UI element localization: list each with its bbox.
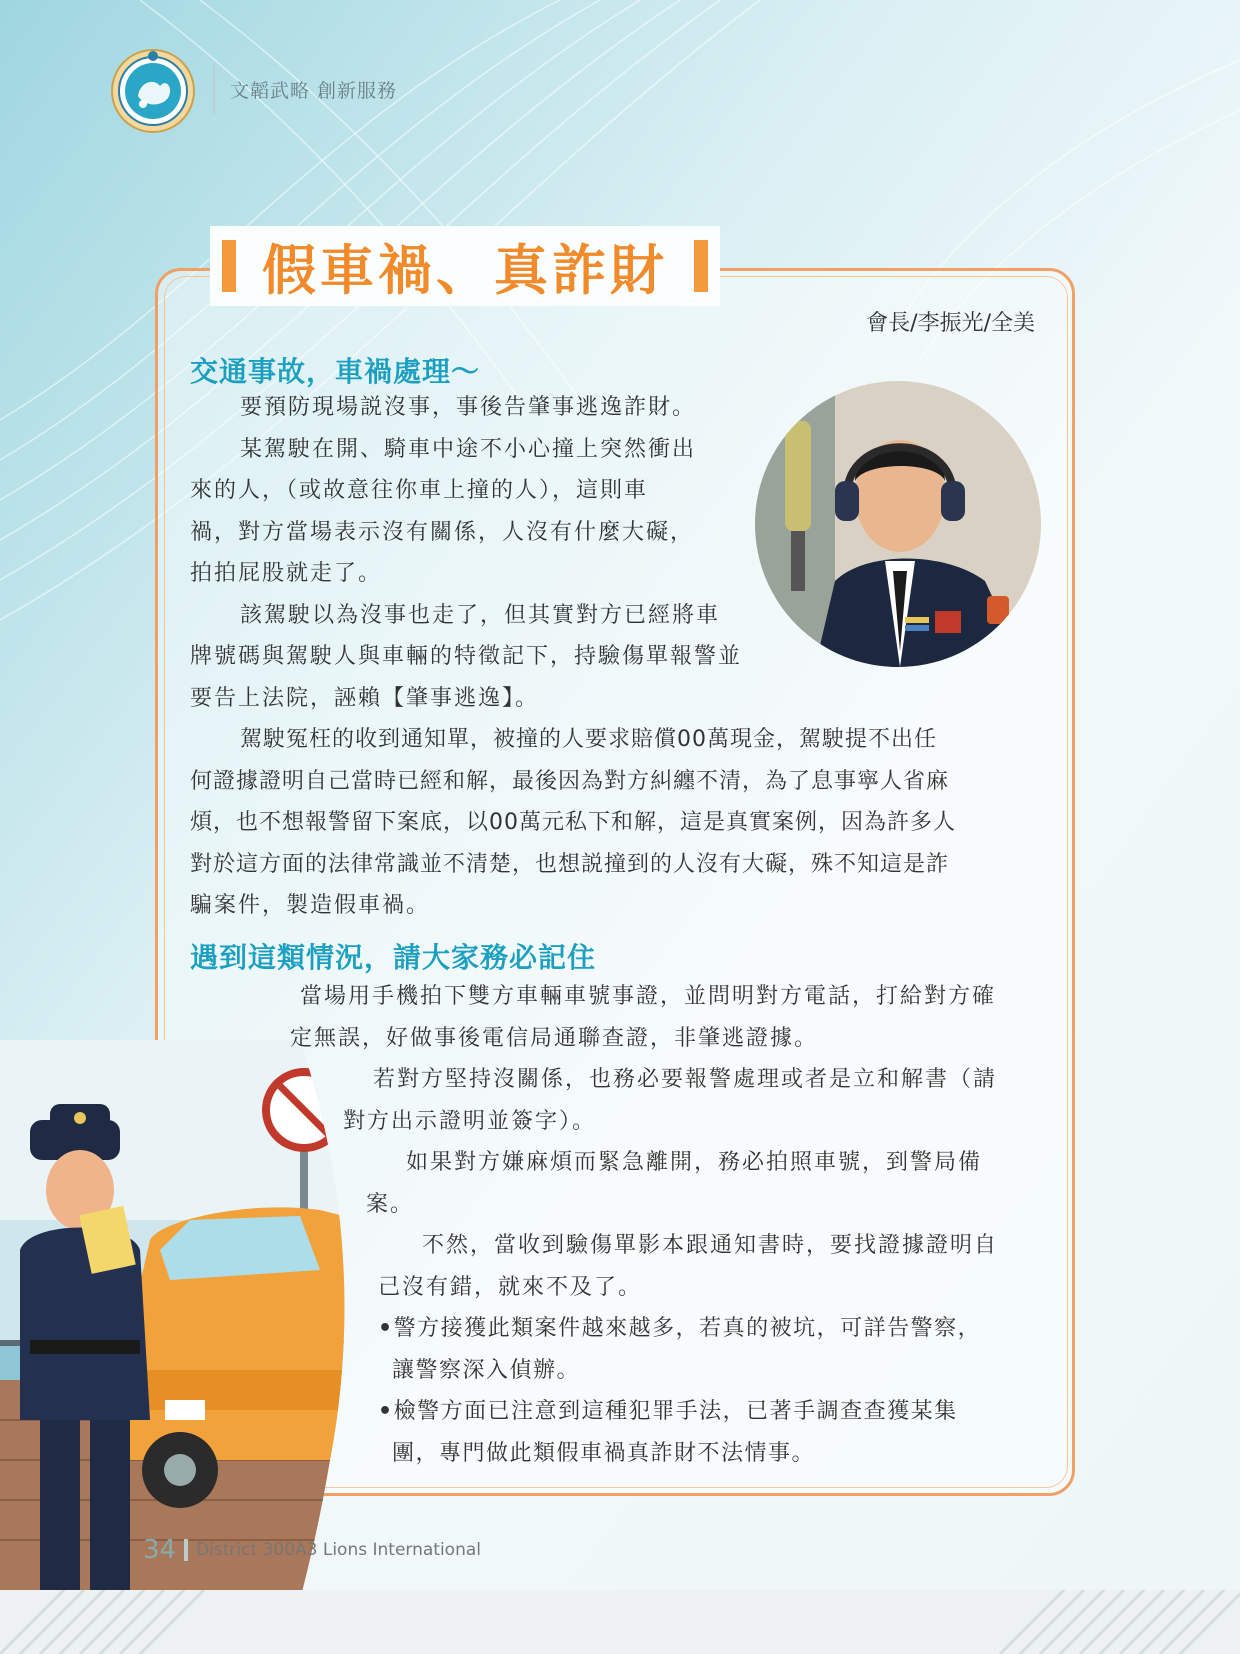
body-line: 己沒有錯，就來不及了。 (378, 1274, 643, 1300)
body-line: 對於這方面的法律常識並不清楚，也想説撞到的人沒有大礙，殊不知這是詐 (190, 851, 950, 877)
body-line: 若對方堅持沒關係，也務必要報警處理或者是立和解書（請 (373, 1067, 998, 1092)
body-line: 騙案件，製造假車禍。 (190, 893, 431, 918)
body-line: 拍拍屁股就走了。 (190, 561, 383, 586)
title-bar-right (694, 240, 708, 292)
header-divider (213, 62, 215, 114)
section2-body-3 (366, 1142, 982, 1225)
body-line: 何證據證明自己當時已經和解，最後因為對方糾纏不清，為了息事寧人省麻 (190, 768, 950, 794)
section2-body-4 (378, 1225, 998, 1308)
club-logo (110, 48, 196, 134)
article-title-block (210, 226, 720, 306)
bullet-item (378, 1308, 981, 1350)
bullet-continuation: 讓警察深入偵辦。 (392, 1357, 581, 1383)
section-heading-remember: 遇到這類情況，請大家務必記住 (190, 941, 597, 974)
body-line: 要告上法院，誣賴【肇事逃逸】。 (190, 685, 540, 711)
page-number: 34 (143, 1535, 177, 1565)
body-line: 案。 (366, 1191, 415, 1217)
body-line: 如果對方嫌麻煩而緊急離開，務必拍照車號，到警局備 (406, 1150, 983, 1175)
article-author: 會長/李振光/全美 (866, 311, 1035, 336)
bottom-stripe-band (0, 1590, 1240, 1654)
body-line: 某駕駛在開、騎車中途不小心撞上突然衝出 (240, 436, 697, 462)
bullet-continuation: 團，專門做此類假車禍真詐財不法情事。 (392, 1440, 816, 1466)
body-line: 禍，對方當場表示沒有關係，人沒有什麼大礙， (190, 519, 695, 545)
body-line: 駕駛冤枉的收到通知單，被撞的人要求賠償00萬現金，駕駛提不出任 (240, 727, 937, 752)
body-line: 來的人，（或故意往你車上撞的人），這則車 (190, 478, 649, 503)
bullet-text: 警方接獲此類案件越來越多，若真的被坑，可詳告警察， (393, 1316, 982, 1341)
footer-divider (184, 1539, 188, 1561)
body-line: 當場用手機拍下雙方車輛車號事證，並問明對方電話，打給對方確 (300, 984, 997, 1009)
police-car-illustration (0, 1040, 380, 1600)
section2-body-2 (343, 1059, 997, 1142)
body-line: 不然，當收到驗傷單影本跟通知書時，要找證據證明自 (422, 1233, 999, 1258)
bullet-list (378, 1308, 981, 1474)
bullet-text: 檢警方面已注意到這種犯罪手法，已著手調查查獲某集 (393, 1399, 958, 1424)
header-slogan: 文韜武略 創新服務 (230, 80, 398, 102)
title-bar-left (222, 240, 236, 292)
page-footer (143, 1535, 481, 1565)
body-line: 對方出示證明並簽字）。 (343, 1108, 597, 1134)
publication-name: District 300A3 Lions International (196, 1540, 481, 1560)
section2-body (290, 976, 996, 1059)
bullet-dot: • (378, 1316, 394, 1341)
body-line: 要預防現場説沒事，事後告肇事逃逸詐財。 (240, 395, 697, 420)
bullet-dot: • (378, 1399, 394, 1424)
body-line: 定無誤，好做事後電信局通聯查證，非肇逃證據。 (290, 1025, 819, 1051)
body-line: 煩，也不想報警留下案底，以00萬元私下和解，這是真實案例，因為許多人 (190, 810, 956, 835)
author-photo (755, 381, 1041, 667)
body-line: 該駕駛以為沒事也走了，但其實對方已經將車 (240, 602, 721, 628)
article-title: 假車禍、真詐財 (262, 238, 668, 302)
section-heading-traffic-accident: 交通事故，車禍處理～ (190, 355, 481, 388)
bullet-item (378, 1391, 981, 1433)
body-line: 牌號碼與駕駛人與車輛的特徵記下，持驗傷單報警並 (190, 644, 743, 669)
